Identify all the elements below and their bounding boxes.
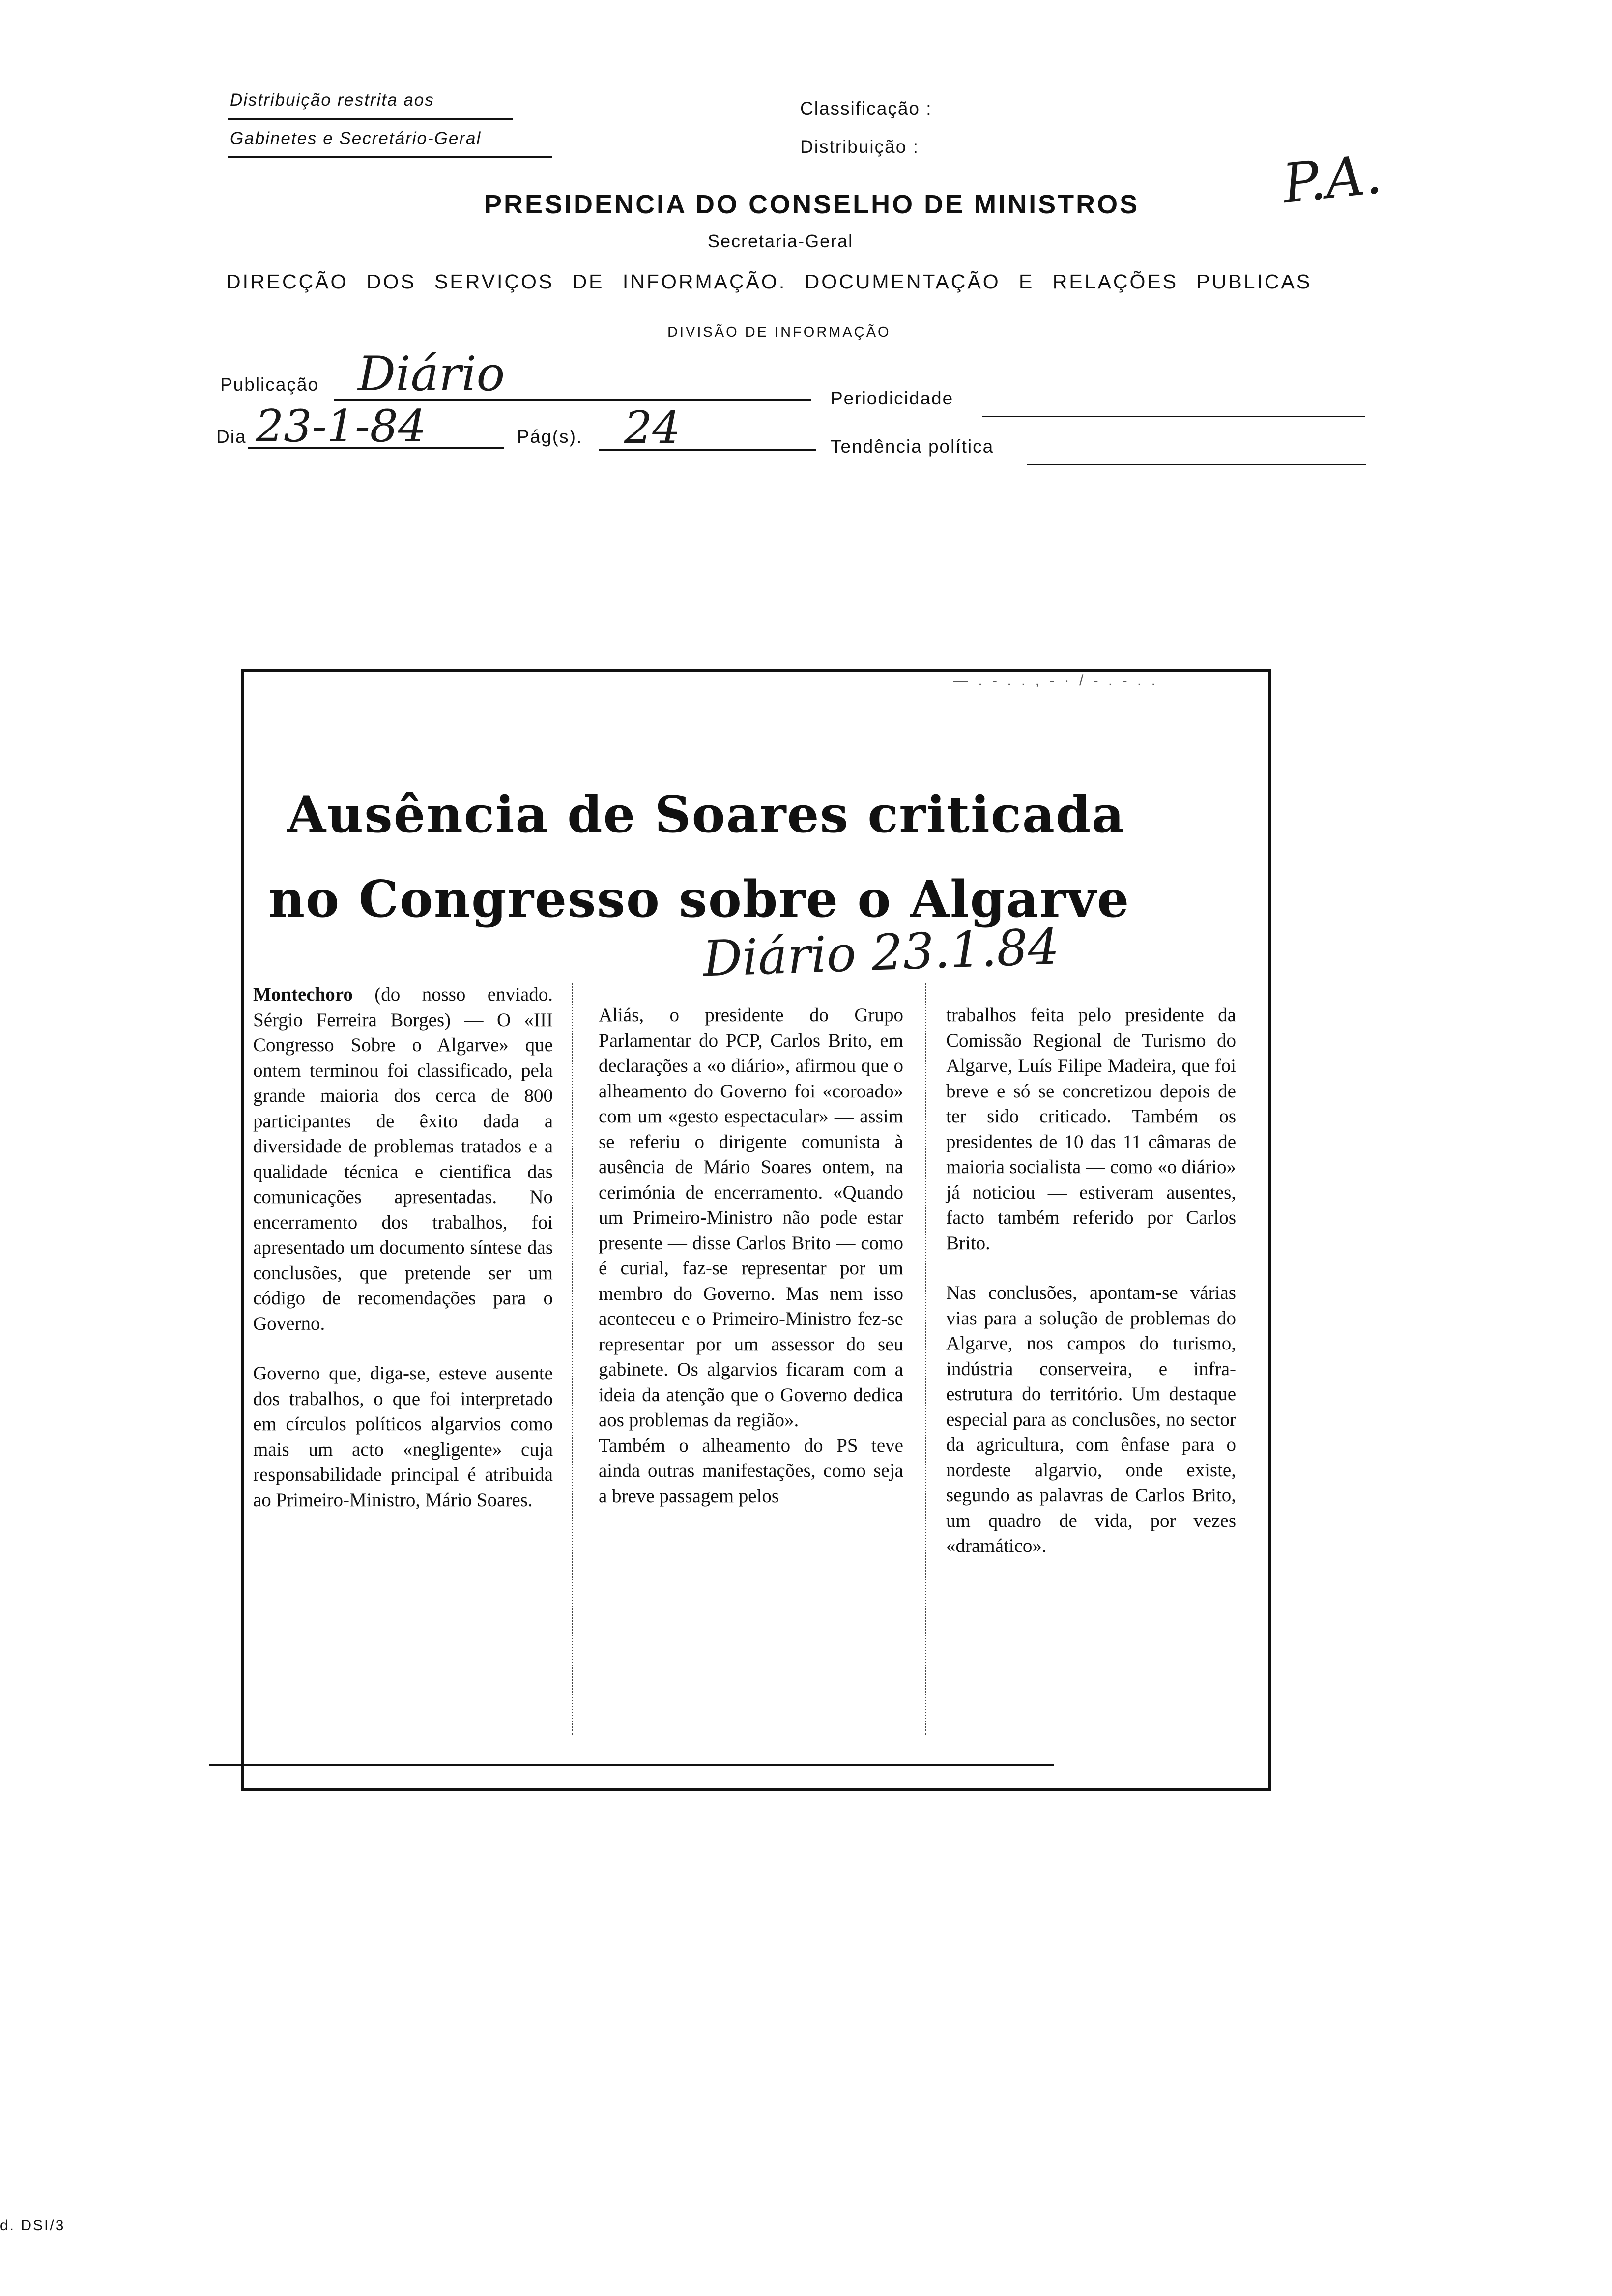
article-column-2 xyxy=(599,1003,903,1509)
secretaria-geral: Secretaria-Geral xyxy=(708,231,854,251)
column2-paragraph-1: Aliás, o presidente do Grupo Parlamentar do PCP, Carlos Brito, em declarações a «o diário», afirmou que o alheamento do Governo foi «coroado» com um «gesto espectacular» — assim se referiu o dirigente comunista à ausência de Mário Soares ontem, na cerimónia de encerramento. «Quando um Primeiro-Ministro não pode estar presente — disse Carlos Brito — como é curial, faz-se representar por um membro do Governo. Mas nem isso aconteceu e o Primeiro-Ministro fez-se representar por um assessor do seu gabinete. Os algarvios ficaram com a ideia da atenção que o Governo dedica aos problemas da região». xyxy=(599,1004,903,1431)
footer-form-code: d. DSI/3 xyxy=(0,2217,65,2234)
dateline: Montechoro xyxy=(253,984,353,1005)
dia-label: Dia xyxy=(216,427,247,447)
publicacao-label: Publicação xyxy=(220,374,319,395)
article-column-1 xyxy=(253,982,553,1513)
presidencia-title: PRESIDENCIA DO CONSELHO DE MINISTROS xyxy=(484,190,1140,219)
column1-paragraph-1 xyxy=(253,982,553,1336)
dia-line xyxy=(248,447,504,449)
column1-paragraph-2: Governo que, diga-se, esteve ausente dos trabalhos, o que foi interpretado em círculos políticos algarvios como mais um acto «negligente» cuja responsabilidade principal é atribuida ao Primeiro-Ministro, Mário Soares. xyxy=(253,1363,553,1511)
publicacao-handwritten: Diário xyxy=(358,346,505,402)
column2-paragraph-2: Também o alheamento do PS teve ainda outras manifestações, como seja a breve passagem pelos xyxy=(599,1435,903,1507)
tendencia-line xyxy=(1027,464,1366,465)
divisao-informacao: DIVISÃO DE INFORMAÇÃO xyxy=(667,324,891,340)
distribuicao-label: Distribuição : xyxy=(800,137,919,157)
column-divider-1 xyxy=(572,983,573,1735)
clipping-bottom-rule xyxy=(209,1764,1054,1766)
direccao-servicos: DIRECÇÃO DOS SERVIÇOS DE INFORMAÇÃO. DOCUMENTAÇÃO E RELAÇÕES PUBLICAS xyxy=(226,270,1312,293)
restriction-underline-1 xyxy=(228,118,513,120)
column1-intro: (do nosso enviado. Sérgio Ferreira Borges) — O «III Congresso Sobre o Algarve» que ontem terminou foi classificado, pela grande maioria dos cerca de 800 participantes de êxito dada a diversidade de problemas tratados e a qualidade técnica e cientifica das comunicações apresentadas. No encerramento dos trabalhos, foi apresentado um documento síntese das conclusões, que pretende ser um código de recomendações para o Governo. xyxy=(253,984,553,1334)
column3-paragraph-2: Nas conclusões, apontam-se várias vias para a solução de problemas do Algarve, nos campos do turismo, indústria conserveira, e infra-estrutura do território. Um destaque especial para as conclusões, no sector da agricultura, com ênfase para o nordeste algarvio, onde existe, segundo as palavras de Carlos Brito, um quadro de vida, por vezes «dramático». xyxy=(946,1282,1236,1556)
pags-handwritten: 24 xyxy=(624,402,681,454)
pags-label: Pág(s). xyxy=(517,427,583,447)
column3-paragraph-1: trabalhos feita pelo presidente da Comissão Regional de Turismo do Algarve, Luís Filipe Madeira, que foi breve e só se concretizou depois de ter sido criticado. Também os presidentes de 10 das 11 câmaras de maioria socialista — como «o diário» já noticiou — estiveram ausentes, facto também referido por Carlos Brito. xyxy=(946,1004,1236,1254)
handwritten-initials: P.A. xyxy=(1279,142,1385,216)
handwritten-date-annotation: Diário 23.1.84 xyxy=(702,918,1061,988)
restriction-underline-2 xyxy=(228,156,552,158)
article-column-3 xyxy=(946,1003,1236,1559)
pags-line xyxy=(599,449,816,451)
periodicidade-line xyxy=(982,416,1365,417)
dia-handwritten: 23-1-84 xyxy=(256,401,427,452)
restriction-note-line1: Distribuição restrita aos xyxy=(230,90,434,110)
headline-line2: no Congresso sobre o Algarve xyxy=(268,870,1130,929)
column-divider-2 xyxy=(925,983,926,1735)
restriction-note-line2: Gabinetes e Secretário-Geral xyxy=(230,129,482,148)
periodicidade-label: Periodicidade xyxy=(831,388,954,408)
classificacao-label: Classificação : xyxy=(800,98,932,118)
tendencia-label: Tendência política xyxy=(831,436,994,457)
scan-specks: — . - . . , - · / - . - . . xyxy=(953,672,1158,689)
headline-line1: Ausência de Soares criticada xyxy=(287,785,1125,844)
